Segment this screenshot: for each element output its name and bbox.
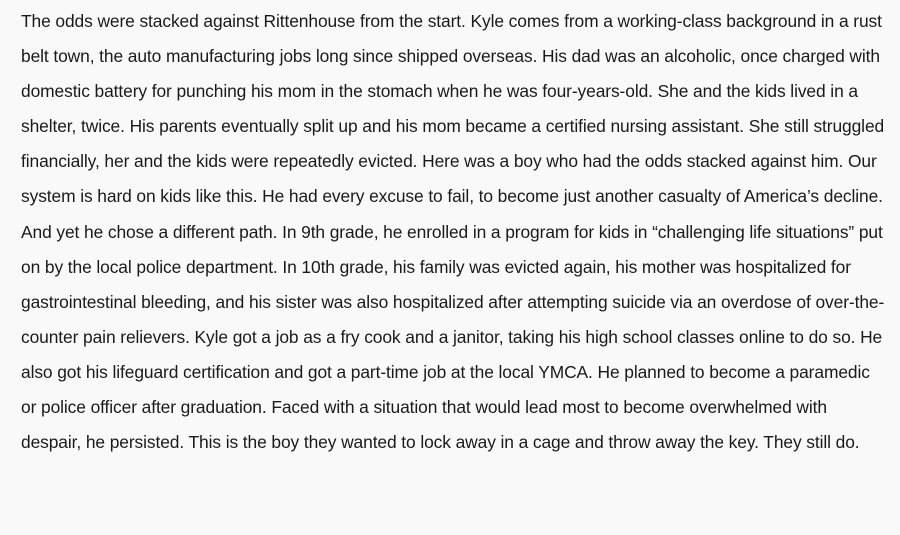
article-paragraph: The odds were stacked against Rittenhouse from the start. Kyle comes from a working-class background in a rust belt town, the auto manufacturing jobs long since shipped overseas. His dad was an alcoholic, once charged with domestic battery for punching his mom in the stomach when he was four-years-old. She and the kids lived in a shelter, twice. His parents eventually split up and his mom became a certified nursing assistant. She still struggled financially, her and the kids were repeatedly evicted. Here was a boy who had the odds stacked against him. Our system is hard on kids like this. He had every excuse to fail, to become just another casualty of America’s decline. And yet he chose a different path. In 9th grade, he enrolled in a program for kids in “challenging life situations” put on by the local police department. In 10th grade, his family was evicted again, his mother was hospitalized for gastrointestinal bleeding, and his sister was also hospitalized after attempting suicide via an overdose of over-the-counter pain relievers. Kyle got a job as a fry cook and a janitor, taking his high school classes online to do so. He also got his lifeguard certification and got a part-time job at the local YMCA. He planned to become a paramedic or police officer after graduation. Faced with a situation that would lead most to become overwhelmed with despair, he persisted. This is the boy they wanted to lock away in a cage and throw away the key. They still do. <box>21 11 885 453</box>
